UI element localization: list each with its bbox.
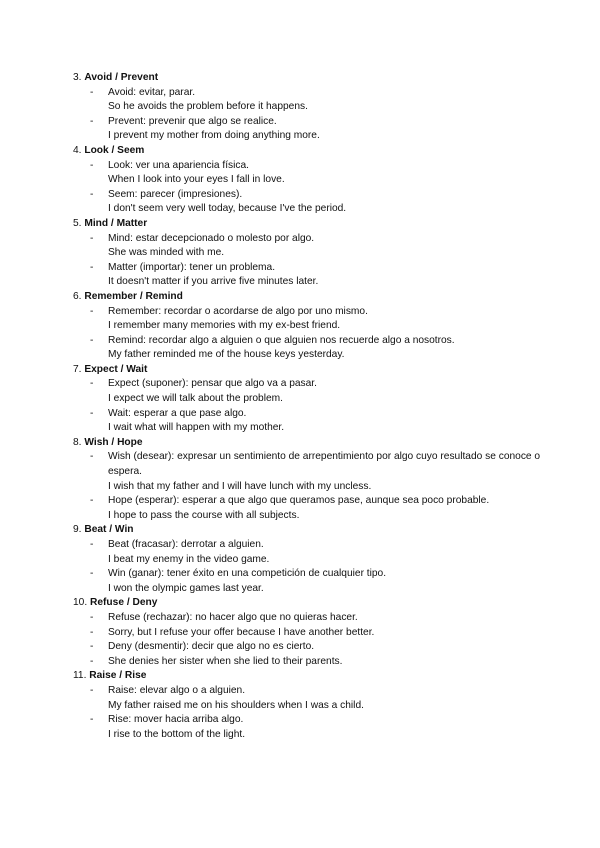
definition-text: Wait: esperar a que pase algo. <box>108 407 247 419</box>
bullet-dash: - <box>90 261 94 273</box>
section-11 <box>73 669 573 742</box>
section-number: 7. <box>73 363 82 375</box>
section-heading <box>73 71 573 86</box>
definition-text: Seem: parecer (impresiones). <box>108 188 243 200</box>
list-item <box>73 407 573 436</box>
bullet-dash: - <box>90 495 94 507</box>
example-sentence: My father raised me on his shoulders when I was a child. <box>108 699 364 711</box>
list-item <box>73 188 573 217</box>
section-6 <box>73 290 573 363</box>
bullet-dash: - <box>90 641 94 653</box>
bullet-dash: - <box>90 626 94 638</box>
list-item <box>73 567 573 596</box>
bullet-dash: - <box>90 407 94 419</box>
section-title: Wish / Hope <box>84 436 143 448</box>
bullet-dash: - <box>90 232 94 244</box>
bullet-dash: - <box>90 568 94 580</box>
example-sentence: When I look into your eyes I fall in love. <box>108 174 285 186</box>
section-number: 3. <box>73 72 82 83</box>
definition-text: Avoid: evitar, parar. <box>108 86 196 98</box>
section-title: Remember / Remind <box>84 290 183 302</box>
section-title: Expect / Wait <box>84 363 148 375</box>
example-sentence: I wish that my father and I will have lunch with my uncless. <box>108 480 372 492</box>
definition-text: Deny (desmentir): decir que algo no es cierto. <box>108 641 315 653</box>
bullet-dash: - <box>90 115 94 127</box>
example-sentence: I don't seem very well today, because I've the period. <box>108 203 347 215</box>
bullet-dash: - <box>90 684 94 696</box>
section-heading <box>73 290 573 305</box>
section-heading <box>73 217 573 232</box>
definition-text: Expect (suponer): pensar que algo va a pasar. <box>108 378 317 390</box>
definition-text: Prevent: prevenir que algo se realice. <box>108 115 277 127</box>
section-heading <box>73 523 573 538</box>
definition-text: Matter (importar): tener un problema. <box>108 261 276 273</box>
bullet-dash: - <box>90 378 94 390</box>
list-item <box>73 232 573 261</box>
bullet-dash: - <box>90 159 94 171</box>
example-sentence: She was minded with me. <box>108 247 225 259</box>
example-sentence: My father reminded me of the house keys yesterday. <box>108 349 345 361</box>
section-heading <box>73 596 573 611</box>
document-page <box>73 71 573 742</box>
definition-text: Rise: mover hacia arriba algo. <box>108 714 244 726</box>
definition-text: Sorry, but I refuse your offer because I have another better. <box>108 626 375 638</box>
example-sentence: I prevent my mother from doing anything more. <box>108 130 320 142</box>
list-item <box>73 86 573 115</box>
section-title: Raise / Rise <box>89 670 147 682</box>
example-sentence: I rise to the bottom of the light. <box>108 728 246 740</box>
section-7 <box>73 363 573 436</box>
section-heading <box>73 669 573 684</box>
example-sentence: It doesn't matter if you arrive five minutes later. <box>108 276 319 288</box>
bullet-dash: - <box>90 655 94 667</box>
section-heading <box>73 144 573 159</box>
definition-text: Mind: estar decepcionado o molesto por algo. <box>108 232 315 244</box>
list-item <box>73 334 573 363</box>
definition-text: Beat (fracasar): derrotar a alguien. <box>108 539 264 550</box>
list-item <box>73 305 573 334</box>
definition-text: Look: ver una apariencia física. <box>108 159 250 171</box>
section-number: 9. <box>73 524 82 536</box>
section-number: 11. <box>73 670 87 682</box>
section-title: Mind / Matter <box>84 217 148 229</box>
list-item <box>73 377 573 406</box>
list-item <box>73 611 573 626</box>
example-sentence: I hope to pass the course with all subjects. <box>108 509 300 521</box>
section-heading <box>73 436 573 451</box>
list-item <box>73 261 573 290</box>
section-title: Avoid / Prevent <box>84 72 159 83</box>
definition-text: Remember: recordar o acordarse de algo por uno mismo. <box>108 305 368 317</box>
list-item <box>73 713 573 742</box>
list-item <box>73 115 573 144</box>
list-item <box>73 450 573 494</box>
bullet-dash: - <box>90 714 94 726</box>
bullet-dash: - <box>90 305 94 317</box>
section-title: Beat / Win <box>84 524 134 536</box>
list-item <box>73 626 573 641</box>
list-item <box>73 538 573 567</box>
list-item <box>73 159 573 188</box>
bullet-dash: - <box>90 611 94 623</box>
section-number: 8. <box>73 436 82 448</box>
section-number: 5. <box>73 217 82 229</box>
list-item <box>73 494 573 523</box>
bullet-dash: - <box>90 539 94 550</box>
section-3 <box>73 71 573 144</box>
section-heading <box>73 363 573 378</box>
list-item <box>73 655 573 670</box>
definition-text: Remind: recordar algo a alguien o que alguien nos recuerde algo a nosotros. <box>108 334 455 346</box>
bullet-dash: - <box>90 86 94 98</box>
section-5 <box>73 217 573 290</box>
section-8 <box>73 436 573 524</box>
section-10 <box>73 596 573 669</box>
section-9 <box>73 523 573 596</box>
section-number: 4. <box>73 144 82 156</box>
section-number: 10. <box>73 597 88 609</box>
section-title: Refuse / Deny <box>90 597 158 609</box>
list-item <box>73 684 573 713</box>
bullet-dash: - <box>90 451 94 463</box>
definition-text: Win (ganar): tener éxito en una competición de cualquier tipo. <box>108 568 387 580</box>
section-title: Look / Seem <box>84 144 145 156</box>
definition-text: She denies her sister when she lied to their parents. <box>108 655 343 667</box>
example-sentence: I remember many memories with my ex-best friend. <box>108 320 341 332</box>
definition-text: Raise: elevar algo o a alguien. <box>108 684 246 696</box>
example-sentence: I beat my enemy in the video game. <box>108 553 270 565</box>
section-4 <box>73 144 573 217</box>
definition-text: Hope (esperar): esperar a que algo que queramos pase, aunque sea poco probable. <box>108 495 490 507</box>
example-sentence: I won the olympic games last year. <box>108 582 264 594</box>
section-number: 6. <box>73 290 82 302</box>
bullet-dash: - <box>90 334 94 346</box>
example-sentence: I wait what will happen with my mother. <box>108 422 285 434</box>
example-sentence: I expect we will talk about the problem. <box>108 393 283 405</box>
definition-text: Wish (desear): expresar un sentimiento de arrepentimiento por algo cuyo resultado se conoce o espera. <box>108 451 541 478</box>
definition-text: Refuse (rechazar): no hacer algo que no quieras hacer. <box>108 611 358 623</box>
bullet-dash: - <box>90 188 94 200</box>
example-sentence: So he avoids the problem before it happens. <box>108 101 308 113</box>
list-item <box>73 640 573 655</box>
